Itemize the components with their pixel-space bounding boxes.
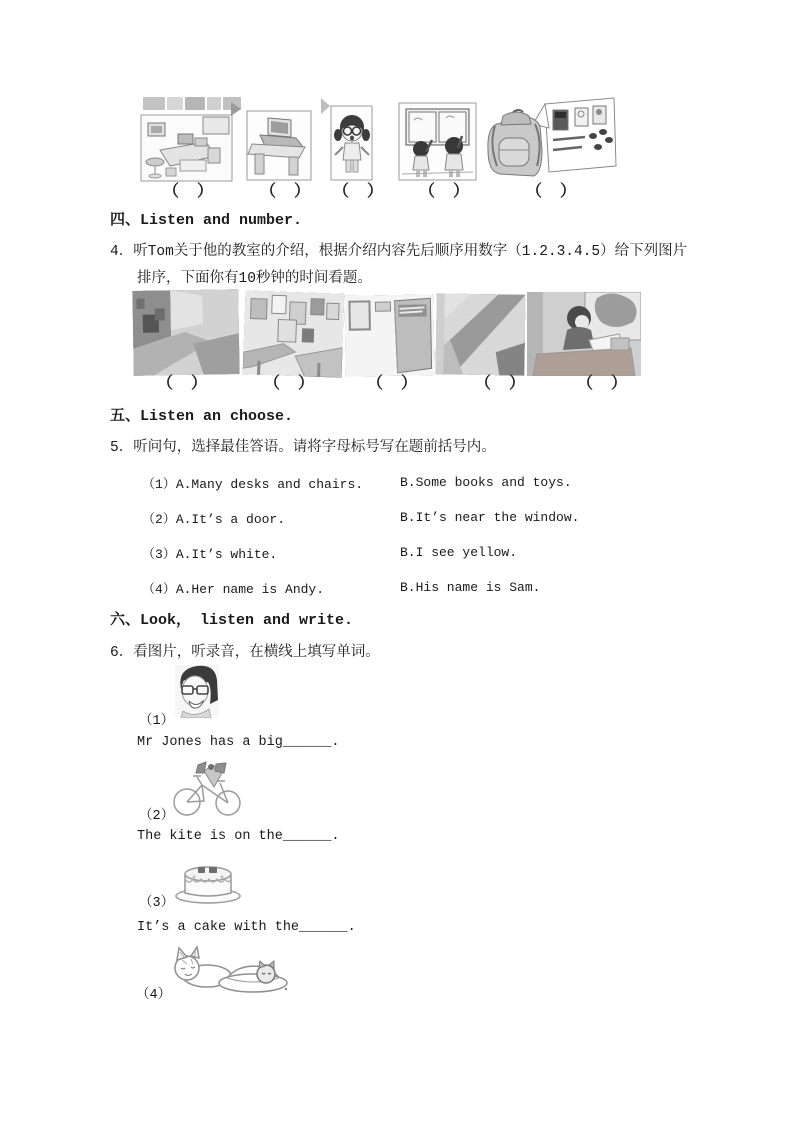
redacted-watermark bbox=[143, 97, 241, 110]
answer-bracket: （ ） bbox=[526, 183, 578, 201]
choice-b: B.I see yellow. bbox=[400, 545, 518, 560]
choice-number: （4） bbox=[142, 582, 176, 597]
scan-artifact-arrow bbox=[231, 102, 241, 116]
choice-b: B.His name is Sam. bbox=[400, 580, 541, 595]
choice-b: B.Some books and toys. bbox=[400, 475, 572, 490]
answer-bracket: （ ） bbox=[163, 183, 215, 201]
section-six-heading: 六、Look， listen and write. bbox=[110, 612, 354, 629]
answer-bracket: （ ） bbox=[419, 183, 471, 201]
choice-a: A.Many desks and chairs. bbox=[175, 477, 364, 492]
backpack-with-photo-card-image bbox=[483, 94, 618, 183]
choice-number: （3） bbox=[142, 547, 176, 562]
item-1-sentence: Mr Jones has a big______. bbox=[137, 735, 340, 750]
choice-row-2 bbox=[142, 508, 285, 527]
birthday-cake-image bbox=[172, 855, 244, 905]
answer-bracket: （ ） bbox=[157, 375, 209, 393]
choice-a: A.It’s a door. bbox=[175, 512, 286, 527]
cat-and-hat-image bbox=[165, 938, 293, 996]
choice-a: A.Her name is Andy. bbox=[175, 582, 325, 597]
item-1-number: （1） bbox=[139, 714, 175, 729]
girl-with-glasses-image bbox=[330, 105, 373, 181]
answer-bracket: （ ） bbox=[475, 375, 527, 393]
choice-number: （1） bbox=[142, 477, 176, 492]
answer-bracket: （ ） bbox=[260, 183, 312, 201]
classroom-scene-image bbox=[140, 114, 233, 182]
man-with-glasses-image bbox=[173, 663, 221, 718]
children-cleaning-windows-image bbox=[398, 102, 477, 181]
section-four-instruction-line2: 排序，下面你有10秒钟的时间看题。 bbox=[137, 271, 372, 287]
answer-bracket: （ ） bbox=[577, 375, 629, 393]
choice-row-4 bbox=[142, 578, 324, 597]
choice-b: B.It’s near the window. bbox=[400, 510, 580, 525]
section-five-instruction: 5．听问句，选择最佳答语。请将字母标号写在题前括号内。 bbox=[110, 440, 496, 456]
classroom-door-image bbox=[344, 294, 434, 377]
classroom-corner-image bbox=[132, 289, 239, 376]
choice-a: A.It’s white. bbox=[175, 547, 278, 562]
section-four-heading: 四、Listen and number. bbox=[110, 212, 303, 229]
bicycle-with-kite-image bbox=[170, 761, 244, 818]
choice-number: （2） bbox=[142, 512, 176, 527]
answer-bracket: （ ） bbox=[264, 375, 316, 393]
wall-with-pictures-image bbox=[243, 290, 345, 377]
item-2-number: （2） bbox=[139, 809, 175, 824]
item-3-sentence: It’s a cake with the______. bbox=[137, 920, 356, 935]
choice-row-1 bbox=[142, 473, 363, 492]
answer-bracket: （ ） bbox=[367, 375, 419, 393]
laptop-on-desk-image bbox=[246, 110, 312, 181]
section-four-instruction-line1: 4．听Tom关于他的教室的介绍，根据介绍内容先后顺序用数字（1.2.3.4.5）给下列图片 bbox=[110, 244, 688, 260]
scan-artifact-triangle bbox=[321, 98, 330, 114]
choice-row-3 bbox=[142, 543, 277, 562]
answer-bracket: （ ） bbox=[333, 183, 385, 201]
section-six-instruction: 6．看图片，听录音，在横线上填写单词。 bbox=[110, 645, 380, 661]
child-reading-at-desk-image bbox=[527, 292, 641, 376]
item-4-number: （4） bbox=[136, 988, 172, 1003]
item-2-sentence: The kite is on the______. bbox=[137, 829, 340, 844]
staircase-image bbox=[435, 293, 525, 376]
item-3-number: （3） bbox=[139, 896, 175, 911]
section-five-heading: 五、Listen an choose. bbox=[110, 408, 294, 425]
